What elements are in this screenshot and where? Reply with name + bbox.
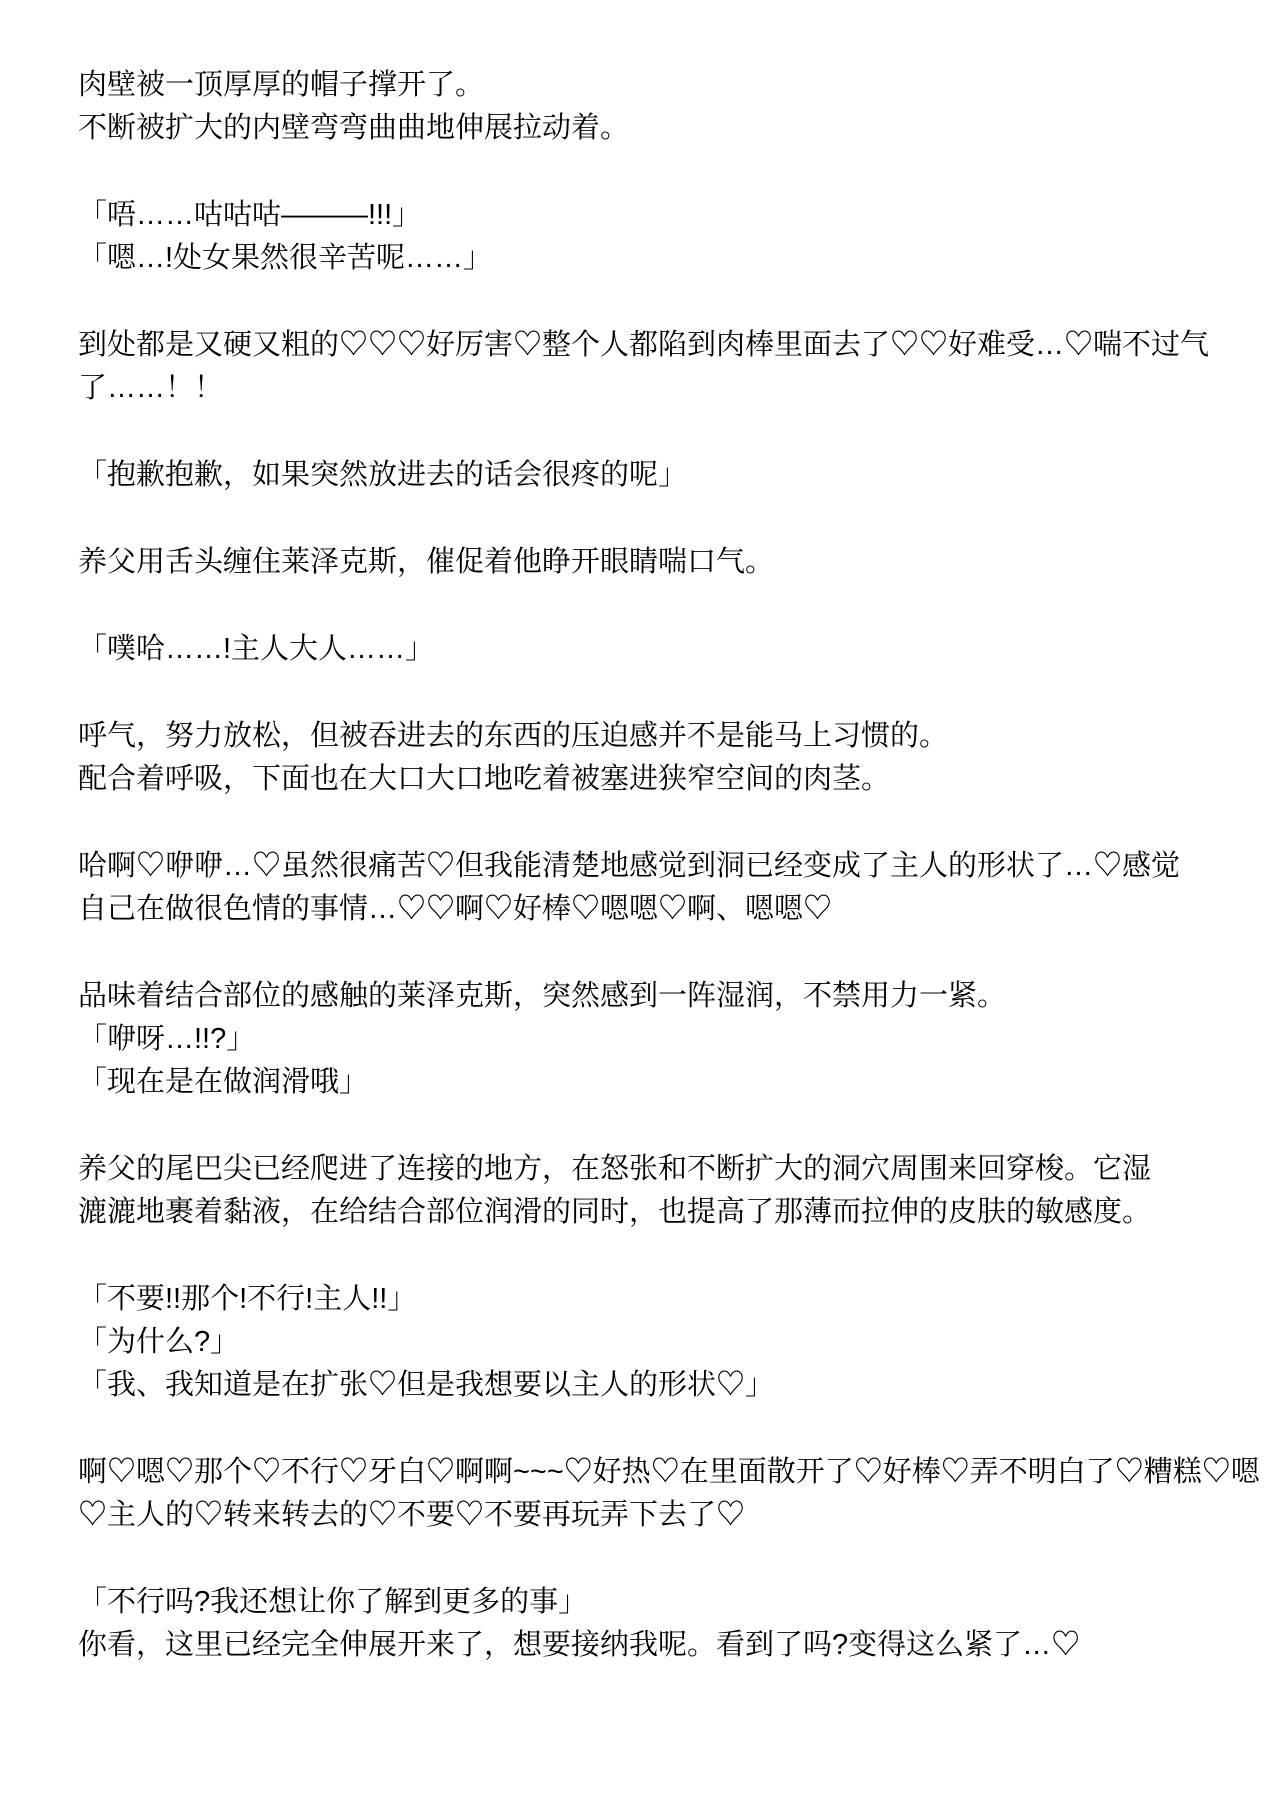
text-line: 「不行吗?我还想让你了解到更多的事」 (78, 1586, 588, 1618)
text-line: 「为什么?」 (78, 1326, 240, 1358)
paragraph (78, 454, 1220, 497)
text-line: ♡主人的♡转来转去的♡不要♡不要再玩弄下去了♡ (78, 1499, 746, 1531)
paragraph (78, 975, 1220, 1104)
text-line: 肉壁被一顶厚厚的帽子撑开了。 (78, 69, 485, 101)
paragraph (78, 845, 1220, 931)
text-line: 到处都是又硬又粗的♡♡♡好厉害♡整个人都陷到肉棒里面去了♡♡好难受…♡喘不过气 (78, 329, 1210, 361)
text-line: 配合着呼吸，下面也在大口大口地吃着被塞进狭窄空间的肉茎。 (78, 763, 891, 795)
paragraph (78, 64, 1220, 150)
paragraph (78, 715, 1220, 801)
paragraph (78, 1581, 1220, 1667)
text-line: 啊♡嗯♡那个♡不行♡牙白♡啊啊~~~♡好热♡在里面散开了♡好棒♡弄不明白了♡糟糕♡嗯 (78, 1456, 1260, 1488)
paragraph (78, 324, 1220, 410)
text-line: 「我、我知道是在扩张♡但是我想要以主人的形状♡」 (78, 1369, 775, 1401)
text-line: 自己在做很色情的事情…♡♡啊♡好棒♡嗯嗯♡啊、嗯嗯♡ (78, 893, 833, 925)
text-line: 养父的尾巴尖已经爬进了连接的地方，在怒张和不断扩大的洞穴周围来回穿梭。它湿 (78, 1153, 1152, 1185)
text-line: 「嗯…!处女果然很辛苦呢……」 (78, 242, 493, 274)
text-line: 「噗哈……!主人大人……」 (78, 633, 435, 665)
paragraph (78, 628, 1220, 671)
paragraph (78, 1278, 1220, 1407)
paragraph (78, 1451, 1260, 1537)
text-line: 哈啊♡咿咿…♡虽然很痛苦♡但我能清楚地感觉到洞已经变成了主人的形状了…♡感觉 (78, 850, 1181, 882)
text-line: 「抱歉抱歉，如果突然放进去的话会很疼的呢」 (78, 459, 688, 491)
text-line: 品味着结合部位的感触的莱泽克斯，突然感到一阵湿润，不禁用力一紧。 (78, 980, 1007, 1012)
paragraph (78, 541, 1220, 584)
text-line: 不断被扩大的内壁弯弯曲曲地伸展拉动着。 (78, 112, 630, 144)
text-line: 养父用舌头缠住莱泽克斯，催促着他睁开眼睛喘口气。 (78, 546, 775, 578)
text-line: 漉漉地裹着黏液，在给结合部位润滑的同时，也提高了那薄而拉伸的皮肤的敏感度。 (78, 1196, 1152, 1228)
paragraph (78, 194, 1220, 280)
text-line: 「唔……咕咕咕———!!!」 (78, 199, 422, 231)
text-line: 「咿呀…!!?」 (78, 1023, 256, 1055)
paragraph (78, 1148, 1220, 1234)
text-line: 「现在是在做润滑哦」 (78, 1066, 369, 1098)
text-body (78, 64, 1260, 1667)
text-line: 你看，这里已经完全伸展开来了，想要接纳我呢。看到了吗?变得这么紧了…♡ (78, 1629, 1081, 1661)
text-line: 呼气，努力放松，但被吞进去的东西的压迫感并不是能马上习惯的。 (78, 720, 949, 752)
text-line: 「不要!!那个!不行!主人!!」 (78, 1283, 417, 1315)
text-line: 了……！！ (78, 372, 224, 404)
